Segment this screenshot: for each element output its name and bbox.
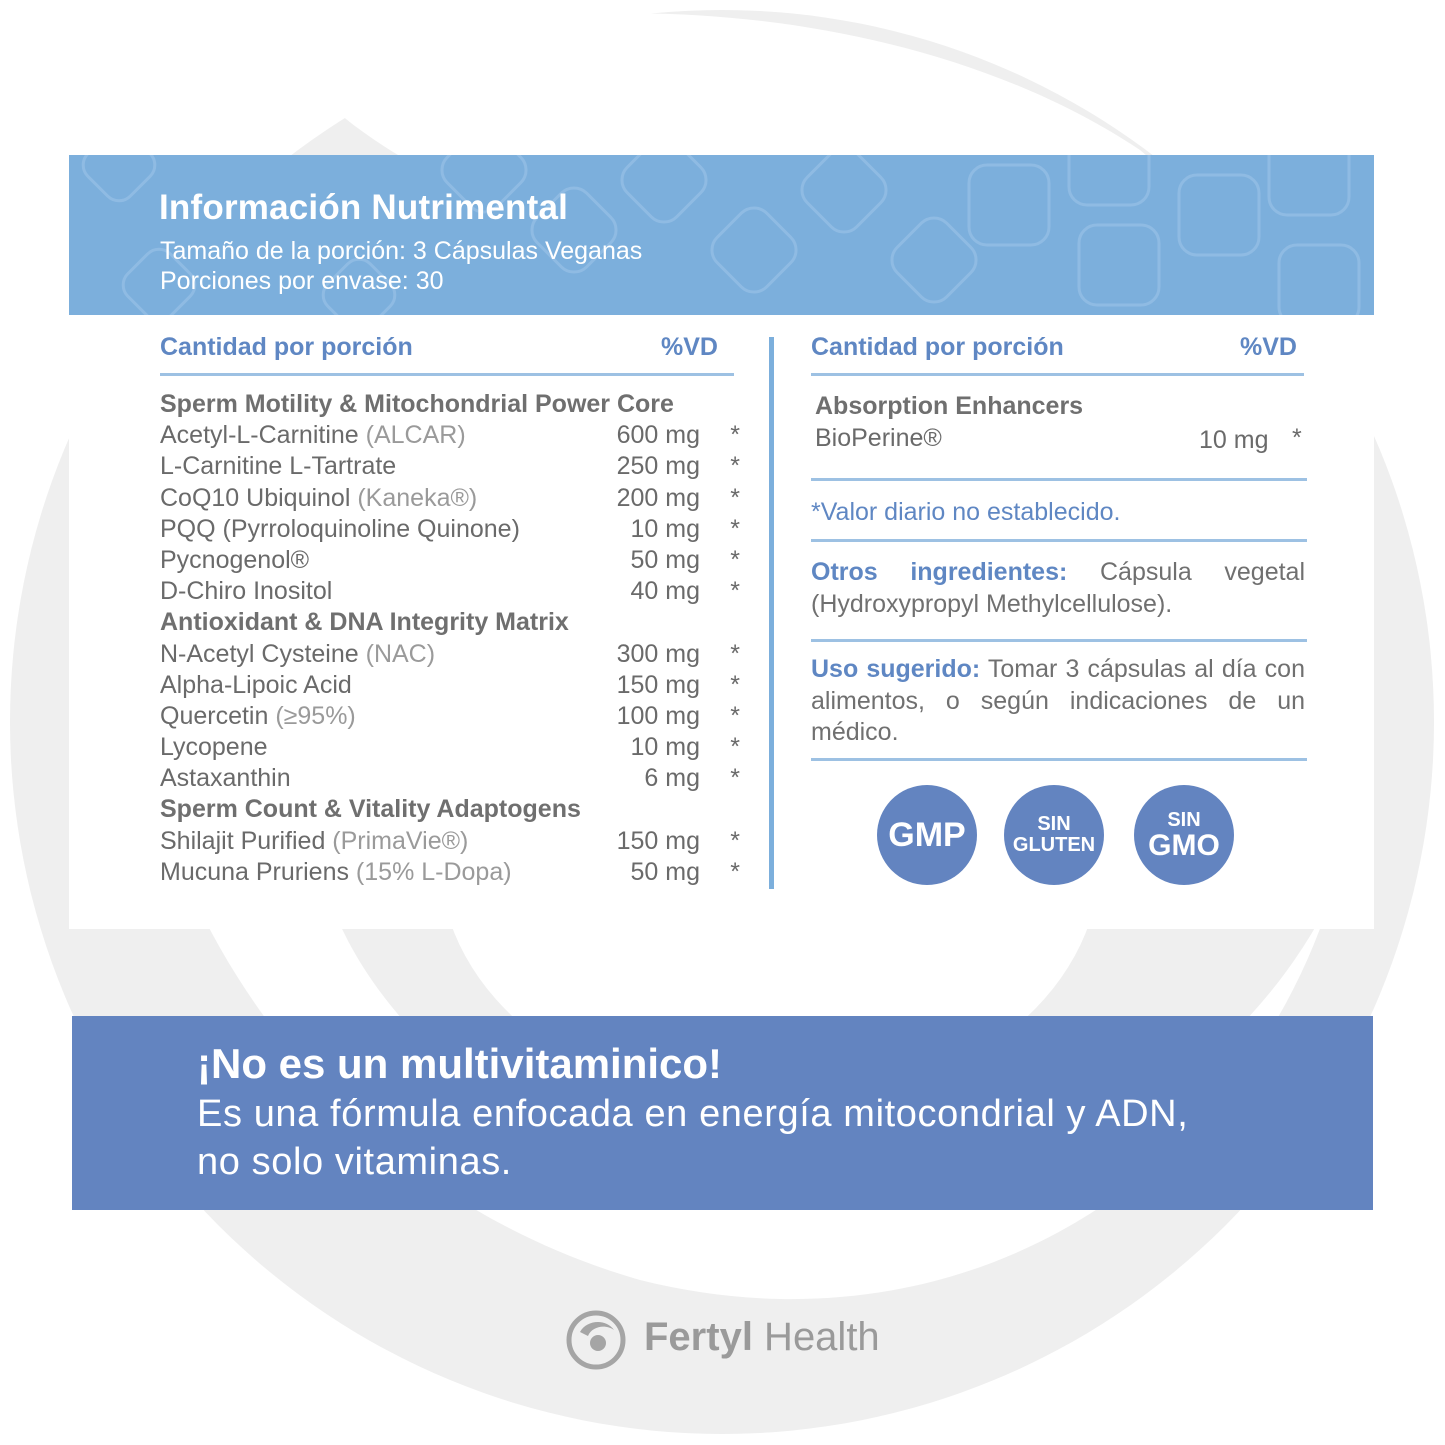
ingredient-name: Alpha-Lipoic Acid	[160, 670, 352, 699]
ingredient-row	[160, 670, 740, 701]
ingredient-dv: *	[730, 639, 740, 668]
ingredient-name: Acetyl-L-Carnitine (ALCAR)	[160, 421, 466, 450]
nutrition-header	[69, 155, 1374, 315]
banner-title: ¡No es un multivitaminico!	[197, 1040, 723, 1087]
ingredient-dv: *	[730, 764, 740, 793]
ingredient-name: Lycopene	[160, 733, 268, 762]
ingredient-row	[160, 483, 740, 514]
ingredient-row	[160, 451, 740, 482]
ingredient-dv: *	[730, 545, 740, 574]
ingredient-note: (Kaneka®)	[350, 483, 478, 512]
ingredient-amount: 10 mg	[630, 733, 700, 762]
ingredient-dv: *	[730, 826, 740, 855]
ingredient-name: Pycnogenol®	[160, 545, 310, 574]
ingredient-name: Shilajit Purified (PrimaVie®)	[160, 826, 469, 855]
ingredient-amount: 150 mg	[616, 826, 700, 855]
section-heading: Antioxidant & DNA Integrity Matrix	[160, 608, 569, 637]
right-col-amount-header: Cantidad por porción	[811, 333, 1064, 361]
ingredient-name: L-Carnitine L-Tartrate	[160, 452, 397, 481]
left-col-dv-header: %VD	[661, 333, 718, 361]
ingredient-dv: *	[730, 701, 740, 730]
other-ingredients	[811, 557, 1305, 620]
panel-title: Información Nutrimental	[159, 188, 569, 227]
divider-4	[811, 758, 1307, 761]
claim-banner	[72, 1016, 1373, 1210]
ingredient-amount: 40 mg	[630, 577, 700, 606]
ingredient-name: Mucuna Pruriens (15% L-Dopa)	[160, 857, 512, 886]
other-ingredients-label: Otros ingredientes:	[811, 558, 1068, 586]
section-heading: Sperm Motility & Mitochondrial Power Core	[160, 390, 674, 418]
ingredient-dv: *	[730, 857, 740, 886]
brand-name: Fertyl Health	[644, 1315, 880, 1359]
ingredient-dv: *	[730, 452, 740, 481]
divider-2	[811, 539, 1307, 542]
ingredient-name: PQQ (Pyrroloquinoline Quinone)	[160, 514, 520, 543]
ingredient-note: (PrimaVie®)	[325, 826, 469, 855]
footnote: *Valor diario no establecido.	[811, 498, 1121, 526]
ingredient-amount: 600 mg	[616, 421, 700, 450]
ingredient-list	[160, 389, 740, 888]
ingredient-row	[160, 639, 740, 670]
ingredient-amount: 50 mg	[630, 857, 700, 886]
badge-sin-gmo: SIN GMO	[1134, 785, 1234, 885]
banner-line-2: no solo vitaminas.	[197, 1141, 512, 1183]
fertyl-logo-icon	[566, 1310, 630, 1370]
servings-per-container: Porciones por envase: 30	[160, 267, 444, 295]
nutrition-panel	[69, 155, 1374, 929]
badge-gmp: GMP	[877, 785, 977, 885]
column-divider	[769, 337, 774, 889]
bioperine-dv: *	[1292, 424, 1302, 452]
ingredient-amount: 50 mg	[630, 545, 700, 574]
ingredient-dv: *	[730, 670, 740, 699]
ingredient-row	[160, 576, 740, 607]
bioperine-name: BioPerine®	[815, 424, 942, 452]
suggested-use-text: Tomar 3 cápsulas al día con alimentos, o según indicaciones de un médico.	[811, 655, 1305, 746]
absorption-section-title: Absorption Enhancers	[815, 392, 1084, 420]
ingredient-note: (≥95%)	[268, 701, 356, 730]
ingredient-name: N-Acetyl Cysteine (NAC)	[160, 639, 436, 668]
ingredient-dv: *	[730, 514, 740, 543]
divider-3	[811, 639, 1307, 642]
ingredient-note: (15% L-Dopa)	[348, 857, 512, 886]
ingredient-amount: 200 mg	[616, 483, 700, 512]
ingredient-amount: 10 mg	[630, 514, 700, 543]
brand-logo	[566, 1310, 886, 1370]
ingredient-dv: *	[730, 733, 740, 762]
badge-sin-gluten: SIN GLUTEN	[1004, 785, 1104, 885]
ingredient-dv: *	[730, 483, 740, 512]
ingredient-name: Astaxanthin	[160, 764, 291, 793]
ingredient-row	[160, 763, 740, 794]
bioperine-amount: 10 mg	[1199, 426, 1269, 454]
ingredient-row	[160, 514, 740, 545]
ingredient-amount: 300 mg	[616, 639, 700, 668]
ingredient-amount: 6 mg	[644, 764, 700, 793]
left-header-divider	[160, 373, 734, 376]
right-col-dv-header: %VD	[1240, 333, 1297, 361]
ingredient-amount: 150 mg	[616, 670, 700, 699]
ingredient-dv: *	[730, 421, 740, 450]
section-heading: Sperm Count & Vitality Adaptogens	[160, 795, 581, 824]
ingredient-name: CoQ10 Ubiquinol (Kaneka®)	[160, 483, 478, 512]
ingredient-amount: 100 mg	[616, 701, 700, 730]
ingredient-row	[160, 545, 740, 576]
ingredient-row	[160, 857, 740, 888]
ingredient-row	[160, 701, 740, 732]
ingredient-dv: *	[730, 577, 740, 606]
other-ingredients-text: Cápsula vegetal (Hydroxypropyl Methylcellulose).	[811, 558, 1306, 618]
ingredient-row	[160, 826, 740, 857]
ingredient-name: Quercetin (≥95%)	[160, 701, 356, 730]
right-header-divider	[811, 373, 1304, 376]
banner-line-1: Es una fórmula enfocada en energía mitocondrial y ADN,	[197, 1093, 1189, 1135]
left-col-amount-header: Cantidad por porción	[160, 333, 413, 361]
ingredient-name: D-Chiro Inositol	[160, 577, 333, 606]
ingredient-amount: 250 mg	[616, 452, 700, 481]
suggested-use-label: Uso sugerido:	[811, 655, 981, 683]
ingredient-row	[160, 732, 740, 763]
ingredient-row	[160, 420, 740, 451]
ingredient-note: (ALCAR)	[358, 421, 466, 450]
suggested-use	[811, 654, 1305, 749]
serving-size: Tamaño de la porción: 3 Cápsulas Veganas	[160, 237, 643, 265]
divider-1	[811, 478, 1307, 481]
ingredient-note: (NAC)	[358, 639, 436, 668]
